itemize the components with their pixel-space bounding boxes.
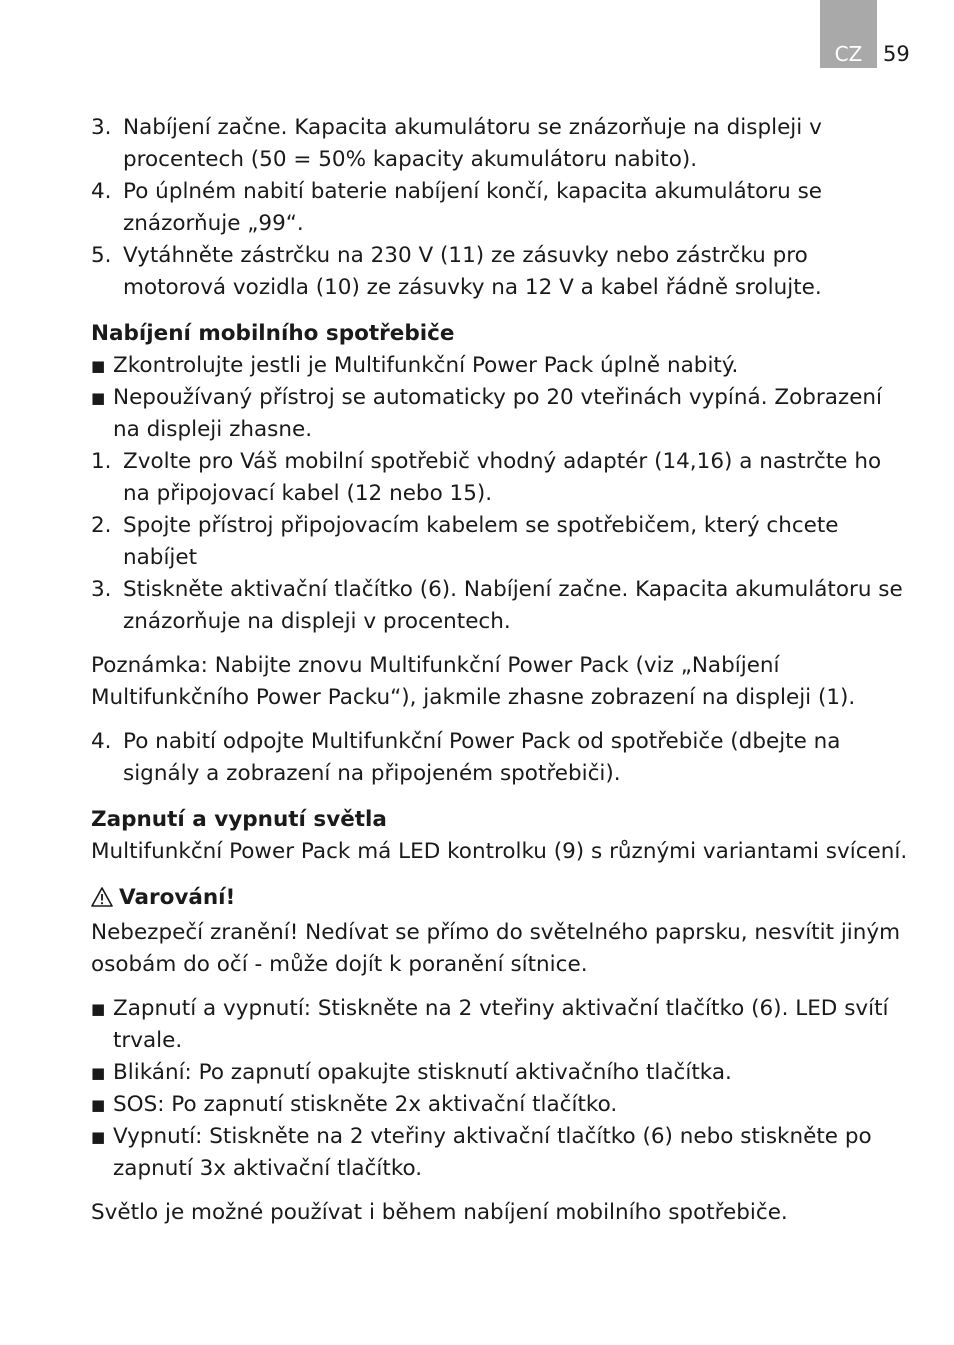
bullet-list-light-modes bbox=[91, 993, 909, 1185]
list-item: ■ Blikání: Po zapnutí opakujte stisknutí aktivačního tlačítka. bbox=[91, 1057, 909, 1089]
list-item: 3. Stiskněte aktivační tlačítko (6). Nabíjení začne. Kapacita akumulátoru se znázorňuje na displeji v procentech. bbox=[91, 577, 903, 634]
numbered-list-mobile bbox=[91, 446, 909, 638]
list-item: 1. Zvolte pro Váš mobilní spotřebič vhodný adaptér (14,16) a nastrčte ho na připojovací kabel (12 nebo 15). bbox=[91, 449, 882, 506]
light-paragraph: Multifunkční Power Pack má LED kontrolku (9) s různými variantami svícení. bbox=[91, 839, 908, 864]
page-content bbox=[91, 112, 909, 1229]
bullet-icon: ■ bbox=[91, 1128, 106, 1146]
warning-title: Varování! bbox=[119, 885, 236, 910]
bullet-icon: ■ bbox=[91, 1064, 106, 1082]
section-heading-mobile-charging: Nabíjení mobilního spotřebiče bbox=[91, 321, 455, 346]
note-paragraph: Poznámka: Nabijte znovu Multifunkční Power Pack (viz „Nabíjení Multifunkčního Power Packu“), jakmile zhasne zobrazení na displeji (1). bbox=[91, 653, 856, 710]
language-code: CZ bbox=[834, 42, 863, 66]
list-item: ■ Zkontrolujte jestli je Multifunkční Power Pack úplně nabitý. bbox=[91, 350, 909, 382]
list-item: ■ Vypnutí: Stiskněte na 2 vteřiny aktivační tlačítko (6) nebo stiskněte po zapnutí 3x aktivační tlačítko. bbox=[91, 1121, 909, 1185]
list-item: 2. Spojte přístroj připojovacím kabelem se spotřebičem, který chcete nabíjet bbox=[91, 513, 839, 570]
list-item: ■ SOS: Po zapnutí stiskněte 2x aktivační tlačítko. bbox=[91, 1089, 909, 1121]
list-item: 4. Po nabití odpojte Multifunkční Power Pack od spotřebiče (dbejte na signály a zobrazení na připojeném spotřebiči). bbox=[91, 729, 841, 786]
warning-triangle-icon bbox=[91, 885, 113, 917]
bullet-icon: ■ bbox=[91, 357, 106, 375]
list-item: 4. Po úplném nabití baterie nabíjení končí, kapacita akumulátoru se znázorňuje „99“. bbox=[91, 179, 822, 236]
language-tab bbox=[820, 0, 877, 68]
warning-heading bbox=[91, 882, 909, 917]
bullet-icon: ■ bbox=[91, 389, 106, 407]
list-item: ■ Zapnutí a vypnutí: Stiskněte na 2 vteřiny aktivační tlačítko (6). LED svítí trvale. bbox=[91, 993, 909, 1057]
numbered-list-charging bbox=[91, 112, 909, 304]
list-item: 5. Vytáhněte zástrčku na 230 V (11) ze zásuvky nebo zástrčku pro motorová vozidla (10) ze zásuvky na 12 V a kabel řádně srolujte. bbox=[91, 243, 822, 300]
warning-text: Nebezpečí zranění! Nedívat se přímo do světelného paprsku, nesvítit jiným osobám do očí - může dojít k poranění sítnice. bbox=[91, 920, 901, 977]
section-heading-light: Zapnutí a vypnutí světla bbox=[91, 807, 387, 832]
list-item: ■ Nepoužívaný přístroj se automaticky po 20 vteřinách vypíná. Zobrazení na displeji zhasne. bbox=[91, 382, 909, 446]
list-item: 3. Nabíjení začne. Kapacita akumulátoru se znázorňuje na displeji v procentech (50 = 50% kapacity akumulátoru nabito). bbox=[91, 115, 822, 172]
bullet-list-mobile bbox=[91, 350, 909, 446]
bullet-icon: ■ bbox=[91, 1000, 106, 1018]
page-number: 59 bbox=[883, 42, 910, 66]
closing-paragraph: Světlo je možné používat i během nabíjení mobilního spotřebiče. bbox=[91, 1200, 788, 1225]
bullet-icon: ■ bbox=[91, 1096, 106, 1114]
